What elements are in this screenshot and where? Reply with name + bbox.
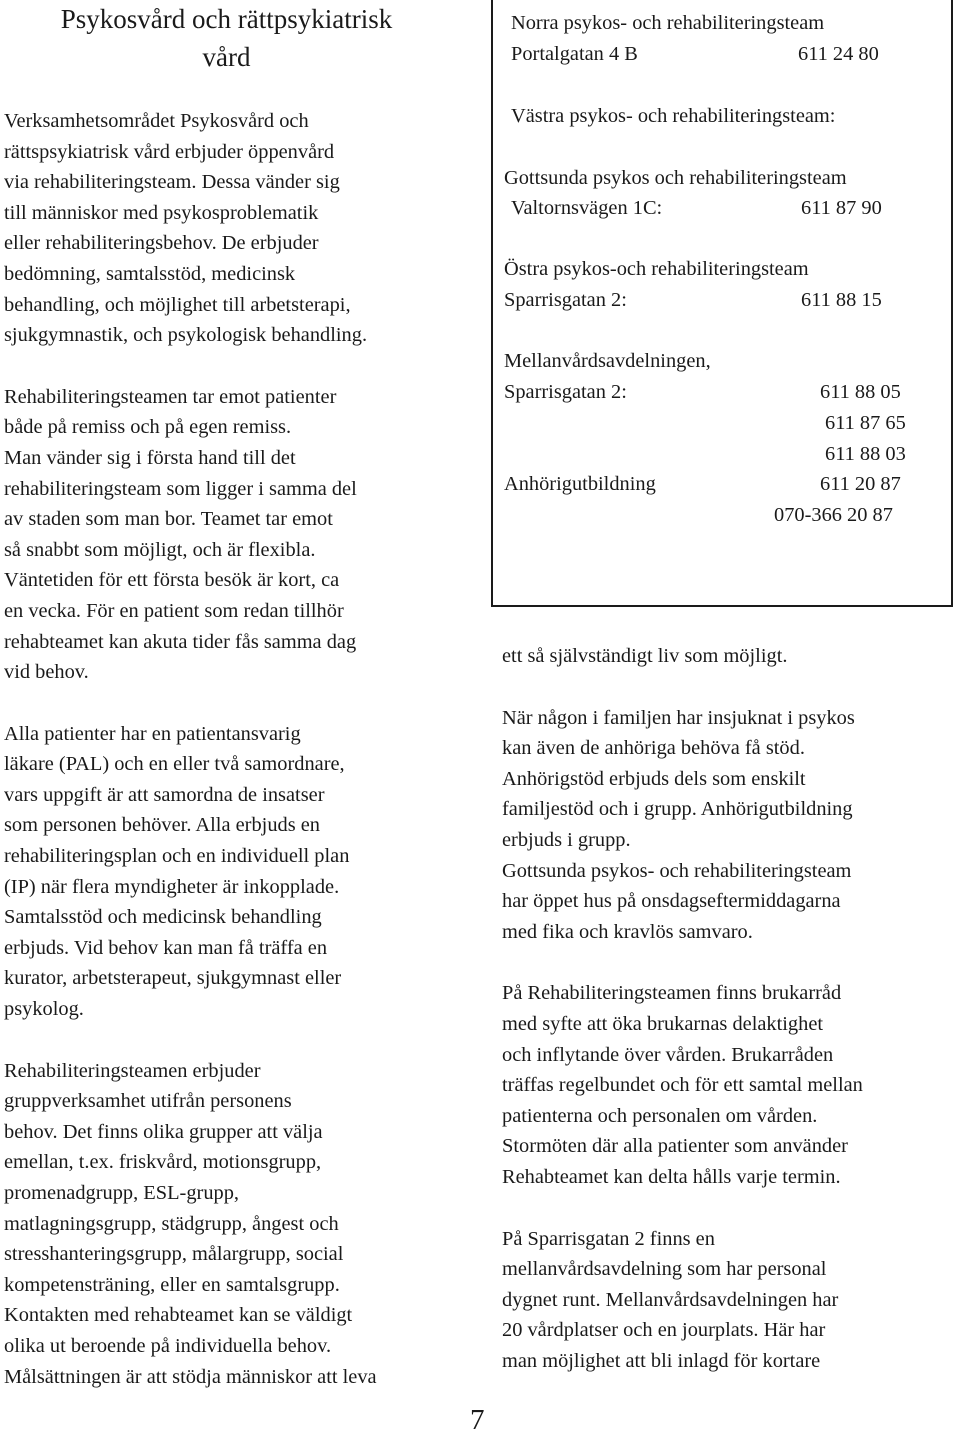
- vastra-heading: Västra psykos- och rehabiliteringsteam:: [511, 105, 836, 127]
- section-title: Psykosvård och rättpsykiatrisk vård: [60, 4, 393, 72]
- anhorig-line: [493, 469, 951, 499]
- left-column: [4, 0, 474, 1392]
- anhorig-phone-2-line: [493, 500, 951, 530]
- continuation-line: ett så självständigt liv som möjligt.: [502, 645, 788, 667]
- page-number: 7: [470, 1404, 485, 1436]
- mellan-name: Mellanvårdsavdelningen,: [504, 350, 711, 372]
- gottsunda-address-line: [493, 193, 951, 223]
- ostra-address: Sparrisgatan 2:: [504, 289, 627, 311]
- mellan-phone-1: 611 88 05: [820, 381, 901, 403]
- ostra-team-name: Östra psykos-och rehabiliteringsteam: [504, 258, 809, 280]
- family-support-paragraph: När någon i familjen har insjuknat i psykos kan även de anhöriga behöva få stöd. Anhörigstöd erbjuds dels som enskilt familjestöd och i grupp. Anhörigutbildning erbjuds i grupp. Gottsunda psykos- och rehabiliteringsteam har öppet hus på onsdagseftermiddagarna med fika och kravlös samvaro.: [502, 706, 855, 943]
- norra-team-name: Norra psykos- och rehabiliteringsteam: [511, 12, 825, 34]
- gottsunda-team-line: [493, 163, 951, 193]
- mellan-phone-2-line: [493, 408, 951, 438]
- group-activities-paragraph: Rehabiliteringsteamen erbjuder gruppverksamhet utifrån personens behov. Det finns olika grupper att välja emellan, t.ex. friskvård, motionsgrupp, promenadgrupp, ESL-grupp, matlagningsgrupp, städgrupp, ångest och stresshanteringsgrupp, målargrupp, social kompetensträning, eller en samtalsgrupp. Kontakten med rehabteamet kan se väldigt olika ut beroende på individuella behov. Målsättningen är att stödja människor att leva: [4, 1059, 377, 1388]
- mellan-phone-2: 611 87 65: [825, 412, 906, 434]
- intermediate-care-paragraph: På Sparrisgatan 2 finns en mellanvårdsavdelning som har personal dygnet runt. Mellanvårdsavdelningen har 20 vårdplatser och en jourplats. Här har man möjlighet att bli inlagd för kortare: [502, 1227, 839, 1372]
- ostra-phone: 611 88 15: [801, 289, 882, 311]
- norra-phone: 611 24 80: [798, 43, 879, 65]
- mellan-name-line: [493, 346, 951, 376]
- norra-address-line: [493, 39, 951, 69]
- right-column: [502, 641, 958, 1376]
- norra-address: Portalgatan 4 B: [511, 43, 638, 65]
- user-council-paragraph: På Rehabiliteringsteamen finns brukarråd med syfte att öka brukarnas delaktighet och inflytande över vården. Brukarråden träffas regelbundet och för ett samtal mellan patienterna och personalen om vården. Stormöten där alla patienter som använder Rehabteamet kan delta hålls varje termin.: [502, 982, 863, 1188]
- anhorig-phone-2: 070-366 20 87: [774, 504, 893, 526]
- vastra-heading-line: [493, 101, 951, 131]
- gottsunda-team-name: Gottsunda psykos och rehabiliteringsteam: [504, 167, 847, 189]
- referral-paragraph: Rehabiliteringsteamen tar emot patienter både på remiss och på egen remiss. Man vänder sig i första hand till det rehabiliteringsteam som ligger i samma del av staden som man bor. Teamet tar emot så snabbt som möjligt, och är flexibla. Väntetiden för ett första besök är kort, ca en vecka. För en patient som redan tillhör rehabteamet kan akuta tider fås samma dag vid behov.: [4, 385, 357, 684]
- patient-care-paragraph: Alla patienter har en patientansvarig läkare (PAL) och en eller två samordnare, vars uppgift är att samordna de insatser som personen behöver. Alla erbjuds en rehabiliteringsplan och en individuell plan (IP) när flera myndigheter är inkopplade. Samtalsstöd och medicinsk behandling erbjuds. Vid behov kan man få träffa en kurator, arbetsterapeut, sjukgymnast eller psykolog.: [4, 722, 350, 1021]
- ostra-team-line: [493, 254, 951, 284]
- mellan-phone-3-line: [493, 439, 951, 469]
- mellan-address: Sparrisgatan 2:: [504, 381, 627, 403]
- intro-paragraph: Verksamhetsområdet Psykosvård och rättspsykiatrisk vård erbjuder öppenvård via rehabiliteringsteam. Dessa vänder sig till människor med psykosproblematik eller rehabiliteringsbehov. De erbjuder bedömning, samtalsstöd, medicinsk behandling, och möjlighet till arbetsterapi, sjukgymnastik, och psykologisk behandling.: [4, 110, 368, 347]
- gottsunda-address: Valtornsvägen 1C:: [511, 197, 663, 219]
- norra-team-line: [493, 8, 951, 38]
- anhorig-phone-1: 611 20 87: [820, 473, 901, 495]
- gottsunda-phone: 611 87 90: [801, 197, 882, 219]
- ostra-address-line: [493, 285, 951, 315]
- mellan-phone-3: 611 88 03: [825, 443, 906, 465]
- contact-info-box: [491, 0, 953, 607]
- mellan-address-line: [493, 377, 951, 407]
- anhorig-label: Anhörigutbildning: [504, 473, 656, 495]
